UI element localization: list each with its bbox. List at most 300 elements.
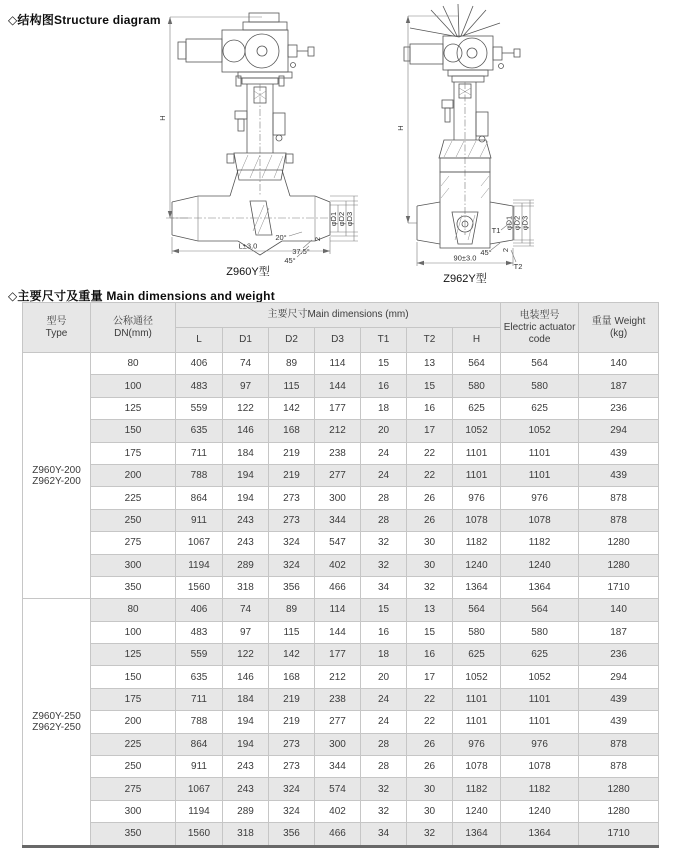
cell-code: 976 xyxy=(501,487,579,509)
cell-weight: 140 xyxy=(579,599,659,621)
cell-weight: 140 xyxy=(579,353,659,375)
cell-d3: 238 xyxy=(315,688,361,710)
cell-d2: 356 xyxy=(269,576,315,598)
cell-d1: 74 xyxy=(223,353,269,375)
cell-l: 864 xyxy=(176,733,223,755)
cell-h: 625 xyxy=(453,644,501,666)
cell-weight: 878 xyxy=(579,756,659,778)
cell-h: 1364 xyxy=(453,576,501,598)
cell-d1: 122 xyxy=(223,397,269,419)
cell-d2: 324 xyxy=(269,532,315,554)
dim-label-thickness2-2: 2 xyxy=(501,247,510,253)
col-header-L: L xyxy=(176,328,223,353)
cell-t1: 15 xyxy=(361,599,407,621)
cell-h: 1182 xyxy=(453,778,501,800)
cell-d2: 219 xyxy=(269,688,315,710)
cell-weight: 1280 xyxy=(579,554,659,576)
cell-t1: 32 xyxy=(361,778,407,800)
cell-d1: 318 xyxy=(223,823,269,846)
cell-weight: 1280 xyxy=(579,778,659,800)
cell-t2: 26 xyxy=(407,487,453,509)
cell-weight: 1710 xyxy=(579,823,659,846)
cell-l: 635 xyxy=(176,420,223,442)
type-label-line: Z962Y-250 xyxy=(32,721,81,733)
cell-t2: 16 xyxy=(407,644,453,666)
cell-t2: 17 xyxy=(407,420,453,442)
cell-t2: 30 xyxy=(407,778,453,800)
cell-t1: 28 xyxy=(361,733,407,755)
table-row xyxy=(23,666,659,688)
cell-d3: 300 xyxy=(315,487,361,509)
cell-d2: 115 xyxy=(269,375,315,397)
cell-t2: 22 xyxy=(407,688,453,710)
cell-l: 1560 xyxy=(176,823,223,846)
table-row xyxy=(23,733,659,755)
cell-l: 1067 xyxy=(176,778,223,800)
cell-d3: 144 xyxy=(315,621,361,643)
cell-l: 483 xyxy=(176,375,223,397)
dim-label-angle37: 37.5° xyxy=(292,247,310,256)
cell-h: 1078 xyxy=(453,509,501,531)
cell-dn: 150 xyxy=(91,420,176,442)
cell-t1: 20 xyxy=(361,666,407,688)
col-header-D1: D1 xyxy=(223,328,269,353)
dim-label-thickness2: 2 xyxy=(313,236,322,242)
table-row xyxy=(23,509,659,531)
cell-l: 559 xyxy=(176,644,223,666)
type-group-label xyxy=(23,353,91,599)
table-row xyxy=(23,375,659,397)
col-header-weight xyxy=(579,303,659,353)
col-header-actuator-zh: 电装型号 xyxy=(519,309,560,321)
electric-actuator-drawing-2 xyxy=(404,36,520,82)
cell-code: 564 xyxy=(501,353,579,375)
cell-d3: 212 xyxy=(315,420,361,442)
cell-d2: 219 xyxy=(269,464,315,486)
dim-label-d3: φD3 xyxy=(345,211,354,227)
col-header-dn-zh: 公称通径 xyxy=(113,315,153,327)
cell-t2: 15 xyxy=(407,375,453,397)
valve-type-caption-z960y: Z960Y型 xyxy=(226,266,270,278)
table-row xyxy=(23,823,659,846)
cell-d3: 144 xyxy=(315,375,361,397)
cell-d3: 114 xyxy=(315,353,361,375)
cell-d1: 97 xyxy=(223,621,269,643)
cell-l: 788 xyxy=(176,464,223,486)
cell-code: 564 xyxy=(501,599,579,621)
cell-l: 911 xyxy=(176,756,223,778)
cell-d1: 146 xyxy=(223,666,269,688)
cell-d3: 277 xyxy=(315,711,361,733)
cell-d2: 273 xyxy=(269,756,315,778)
dim-label-d2-2: φD2 xyxy=(512,215,522,231)
cell-d2: 273 xyxy=(269,733,315,755)
col-header-D2: D2 xyxy=(269,328,315,353)
cell-t2: 22 xyxy=(407,442,453,464)
cell-dn: 200 xyxy=(91,711,176,733)
cell-d2: 89 xyxy=(269,599,315,621)
type-label-line: Z962Y-200 xyxy=(32,475,81,487)
type-label-line: Z960Y-250 xyxy=(32,710,81,722)
table-row xyxy=(23,688,659,710)
cell-d3: 466 xyxy=(315,576,361,598)
cell-d3: 238 xyxy=(315,442,361,464)
cell-h: 976 xyxy=(453,733,501,755)
cell-weight: 1280 xyxy=(579,532,659,554)
cell-code: 580 xyxy=(501,375,579,397)
main-dimensions-title: ◇主要尺寸及重量 Main dimensions and weight xyxy=(8,289,275,303)
cell-code: 1052 xyxy=(501,666,579,688)
cell-dn: 350 xyxy=(91,576,176,598)
table-row xyxy=(23,554,659,576)
cell-dn: 80 xyxy=(91,353,176,375)
structure-diagram-title: ◇结构图Structure diagram xyxy=(8,13,161,27)
cell-d1: 243 xyxy=(223,778,269,800)
cell-code: 625 xyxy=(501,397,579,419)
cell-t2: 26 xyxy=(407,733,453,755)
cell-t2: 17 xyxy=(407,666,453,688)
cell-h: 1364 xyxy=(453,823,501,846)
cell-d3: 212 xyxy=(315,666,361,688)
cell-code: 976 xyxy=(501,733,579,755)
col-header-weight-zh: 重量 Weight xyxy=(591,315,646,327)
cell-t1: 16 xyxy=(361,375,407,397)
cell-d3: 402 xyxy=(315,800,361,822)
cell-d1: 194 xyxy=(223,464,269,486)
cell-t1: 24 xyxy=(361,688,407,710)
cell-d3: 114 xyxy=(315,599,361,621)
cell-h: 1101 xyxy=(453,688,501,710)
dim-label-angle45: 45° xyxy=(284,256,296,265)
cell-dn: 125 xyxy=(91,644,176,666)
type-label-line: Z960Y-200 xyxy=(32,464,81,476)
cell-d1: 289 xyxy=(223,800,269,822)
cell-code: 1101 xyxy=(501,442,579,464)
cell-h: 976 xyxy=(453,487,501,509)
cell-d3: 547 xyxy=(315,532,361,554)
cell-t1: 18 xyxy=(361,397,407,419)
cell-dn: 175 xyxy=(91,442,176,464)
col-header-H: H xyxy=(453,328,501,353)
cell-d1: 146 xyxy=(223,420,269,442)
cell-dn: 250 xyxy=(91,509,176,531)
cell-dn: 100 xyxy=(91,621,176,643)
table-row xyxy=(23,599,659,621)
cell-weight: 439 xyxy=(579,464,659,486)
dim-label-angle20: 20° xyxy=(275,233,287,242)
col-header-type-zh: 型号 xyxy=(46,315,67,327)
cell-h: 1052 xyxy=(453,666,501,688)
cell-d1: 184 xyxy=(223,442,269,464)
cell-weight: 294 xyxy=(579,666,659,688)
cell-d2: 273 xyxy=(269,487,315,509)
cell-l: 864 xyxy=(176,487,223,509)
cell-d1: 194 xyxy=(223,733,269,755)
dim-label-angle45-2: 45° xyxy=(480,248,492,257)
cell-d2: 168 xyxy=(269,666,315,688)
cell-dn: 175 xyxy=(91,688,176,710)
cell-t1: 32 xyxy=(361,554,407,576)
cell-d3: 344 xyxy=(315,509,361,531)
cell-l: 788 xyxy=(176,711,223,733)
cell-d3: 300 xyxy=(315,733,361,755)
cell-h: 1240 xyxy=(453,554,501,576)
dim-label-length: L±3.0 xyxy=(238,241,258,251)
cell-code: 625 xyxy=(501,644,579,666)
col-header-type xyxy=(23,303,91,353)
dim-label-d2: φD2 xyxy=(337,211,346,227)
cell-dn: 150 xyxy=(91,666,176,688)
cell-dn: 275 xyxy=(91,778,176,800)
stem-yoke-drawing xyxy=(235,76,285,195)
col-header-type-en: Type xyxy=(45,327,68,339)
cell-l: 1560 xyxy=(176,576,223,598)
cell-dn: 80 xyxy=(91,599,176,621)
table-row xyxy=(23,464,659,486)
cell-t1: 16 xyxy=(361,621,407,643)
table-row xyxy=(23,397,659,419)
col-header-T1: T1 xyxy=(361,328,407,353)
cell-t2: 32 xyxy=(407,823,453,846)
cell-d1: 318 xyxy=(223,576,269,598)
valve-drawing-z962y xyxy=(398,0,648,290)
cell-t2: 32 xyxy=(407,576,453,598)
cell-d3: 277 xyxy=(315,464,361,486)
cell-dn: 250 xyxy=(91,756,176,778)
cell-t2: 30 xyxy=(407,554,453,576)
cell-t2: 26 xyxy=(407,756,453,778)
dim-label-h-2: H xyxy=(396,125,405,131)
cell-d1: 97 xyxy=(223,375,269,397)
table-row xyxy=(23,576,659,598)
cell-l: 711 xyxy=(176,442,223,464)
dim-label-d1-2: φD1 xyxy=(504,215,514,231)
cell-l: 559 xyxy=(176,397,223,419)
cell-weight: 187 xyxy=(579,375,659,397)
cell-code: 1182 xyxy=(501,778,579,800)
cell-d3: 177 xyxy=(315,644,361,666)
cell-code: 1101 xyxy=(501,464,579,486)
cell-h: 1078 xyxy=(453,756,501,778)
cell-t1: 24 xyxy=(361,711,407,733)
cell-d3: 344 xyxy=(315,756,361,778)
cell-weight: 878 xyxy=(579,487,659,509)
dim-label-t2: T2 xyxy=(513,262,523,271)
cell-weight: 294 xyxy=(579,420,659,442)
cell-l: 1067 xyxy=(176,532,223,554)
cell-weight: 878 xyxy=(579,733,659,755)
cell-d2: 324 xyxy=(269,554,315,576)
dim-label-d1: φD1 xyxy=(329,211,338,227)
cell-weight: 236 xyxy=(579,644,659,666)
col-header-weight-unit: (kg) xyxy=(609,327,628,339)
diagrams-area xyxy=(0,0,680,295)
cell-d2: 324 xyxy=(269,800,315,822)
table-header xyxy=(23,303,659,353)
cell-dn: 300 xyxy=(91,554,176,576)
handwheel-drawing xyxy=(410,4,500,37)
cell-h: 1101 xyxy=(453,464,501,486)
valve-type-caption-z962y: Z962Y型 xyxy=(443,273,487,285)
table-body xyxy=(23,353,659,847)
cell-l: 406 xyxy=(176,599,223,621)
cell-code: 1182 xyxy=(501,532,579,554)
cell-t2: 26 xyxy=(407,509,453,531)
table-row xyxy=(23,778,659,800)
cell-d1: 243 xyxy=(223,509,269,531)
cell-l: 711 xyxy=(176,688,223,710)
cell-d1: 194 xyxy=(223,711,269,733)
cell-code: 1101 xyxy=(501,688,579,710)
type-group-label xyxy=(23,599,91,846)
cell-t1: 28 xyxy=(361,509,407,531)
col-header-T2: T2 xyxy=(407,328,453,353)
cell-d1: 243 xyxy=(223,532,269,554)
cell-d2: 219 xyxy=(269,711,315,733)
cell-h: 625 xyxy=(453,397,501,419)
table-row xyxy=(23,532,659,554)
cell-h: 1101 xyxy=(453,711,501,733)
cell-d2: 142 xyxy=(269,644,315,666)
col-header-actuator-en2: code xyxy=(528,333,551,345)
cell-t2: 30 xyxy=(407,532,453,554)
cell-code: 1240 xyxy=(501,554,579,576)
cell-h: 580 xyxy=(453,375,501,397)
table-row xyxy=(23,644,659,666)
cell-weight: 439 xyxy=(579,442,659,464)
col-header-actuator-en1: Electric actuator xyxy=(503,321,576,333)
cell-t1: 34 xyxy=(361,576,407,598)
cell-code: 580 xyxy=(501,621,579,643)
cell-dn: 225 xyxy=(91,733,176,755)
cell-code: 1364 xyxy=(501,576,579,598)
dim-label-h: H xyxy=(158,115,167,121)
cell-dn: 125 xyxy=(91,397,176,419)
cell-h: 564 xyxy=(453,353,501,375)
table-row xyxy=(23,353,659,375)
cell-weight: 236 xyxy=(579,397,659,419)
cell-d2: 324 xyxy=(269,778,315,800)
cell-d2: 356 xyxy=(269,823,315,846)
header-row-1 xyxy=(23,303,659,328)
cell-weight: 1280 xyxy=(579,800,659,822)
electric-actuator-drawing xyxy=(178,13,314,78)
cell-dn: 350 xyxy=(91,823,176,846)
cell-h: 1101 xyxy=(453,442,501,464)
cell-d1: 194 xyxy=(223,487,269,509)
cell-t2: 22 xyxy=(407,711,453,733)
cell-t2: 15 xyxy=(407,621,453,643)
cell-dn: 225 xyxy=(91,487,176,509)
cell-t1: 28 xyxy=(361,487,407,509)
cell-weight: 187 xyxy=(579,621,659,643)
cell-d1: 243 xyxy=(223,756,269,778)
cell-code: 1078 xyxy=(501,756,579,778)
cell-dn: 100 xyxy=(91,375,176,397)
cell-t1: 28 xyxy=(361,756,407,778)
cell-code: 1364 xyxy=(501,823,579,846)
cell-h: 1182 xyxy=(453,532,501,554)
cell-l: 911 xyxy=(176,509,223,531)
table-row xyxy=(23,487,659,509)
cell-t2: 16 xyxy=(407,397,453,419)
cell-h: 1240 xyxy=(453,800,501,822)
table-row xyxy=(23,711,659,733)
cell-dn: 275 xyxy=(91,532,176,554)
table-row xyxy=(23,621,659,643)
cell-t1: 24 xyxy=(361,442,407,464)
cell-d2: 89 xyxy=(269,353,315,375)
cell-d2: 115 xyxy=(269,621,315,643)
valve-drawing-z960y xyxy=(150,5,395,283)
col-header-actuator xyxy=(501,303,579,353)
cell-t2: 13 xyxy=(407,353,453,375)
cell-d2: 168 xyxy=(269,420,315,442)
cell-weight: 878 xyxy=(579,509,659,531)
cell-d3: 402 xyxy=(315,554,361,576)
cell-h: 564 xyxy=(453,599,501,621)
cell-code: 1052 xyxy=(501,420,579,442)
h-dimension xyxy=(168,17,262,218)
cell-d3: 574 xyxy=(315,778,361,800)
cell-weight: 1710 xyxy=(579,576,659,598)
cell-t1: 34 xyxy=(361,823,407,846)
col-header-main-dimensions: 主要尺寸Main dimensions (mm) xyxy=(176,303,501,328)
cell-l: 483 xyxy=(176,621,223,643)
cell-h: 580 xyxy=(453,621,501,643)
cell-code: 1078 xyxy=(501,509,579,531)
cell-d3: 466 xyxy=(315,823,361,846)
cell-code: 1240 xyxy=(501,800,579,822)
dim-label-d3-2: φD3 xyxy=(520,215,530,231)
cell-weight: 439 xyxy=(579,688,659,710)
cell-l: 406 xyxy=(176,353,223,375)
dim-label-length-2: 90±3.0 xyxy=(453,253,477,263)
cell-t2: 30 xyxy=(407,800,453,822)
col-header-dn xyxy=(91,303,176,353)
cell-t1: 20 xyxy=(361,420,407,442)
cell-d2: 219 xyxy=(269,442,315,464)
cell-t2: 13 xyxy=(407,599,453,621)
cell-d2: 273 xyxy=(269,509,315,531)
cell-h: 1052 xyxy=(453,420,501,442)
table-row xyxy=(23,756,659,778)
cell-l: 1194 xyxy=(176,554,223,576)
cell-weight: 439 xyxy=(579,711,659,733)
col-header-D3: D3 xyxy=(315,328,361,353)
cell-d1: 74 xyxy=(223,599,269,621)
cell-d1: 184 xyxy=(223,688,269,710)
cell-code: 1101 xyxy=(501,711,579,733)
cell-d3: 177 xyxy=(315,397,361,419)
dimensions-table xyxy=(22,302,659,848)
cell-dn: 300 xyxy=(91,800,176,822)
cell-d1: 122 xyxy=(223,644,269,666)
cell-l: 635 xyxy=(176,666,223,688)
table-row xyxy=(23,420,659,442)
cell-t1: 15 xyxy=(361,353,407,375)
cell-l: 1194 xyxy=(176,800,223,822)
cell-t1: 32 xyxy=(361,532,407,554)
table-row xyxy=(23,442,659,464)
cell-d2: 142 xyxy=(269,397,315,419)
dim-label-t1: T1 xyxy=(491,226,501,235)
cell-t1: 18 xyxy=(361,644,407,666)
col-header-dn-en: DN(mm) xyxy=(114,327,152,339)
cell-d1: 289 xyxy=(223,554,269,576)
cell-t1: 24 xyxy=(361,464,407,486)
cell-t1: 32 xyxy=(361,800,407,822)
